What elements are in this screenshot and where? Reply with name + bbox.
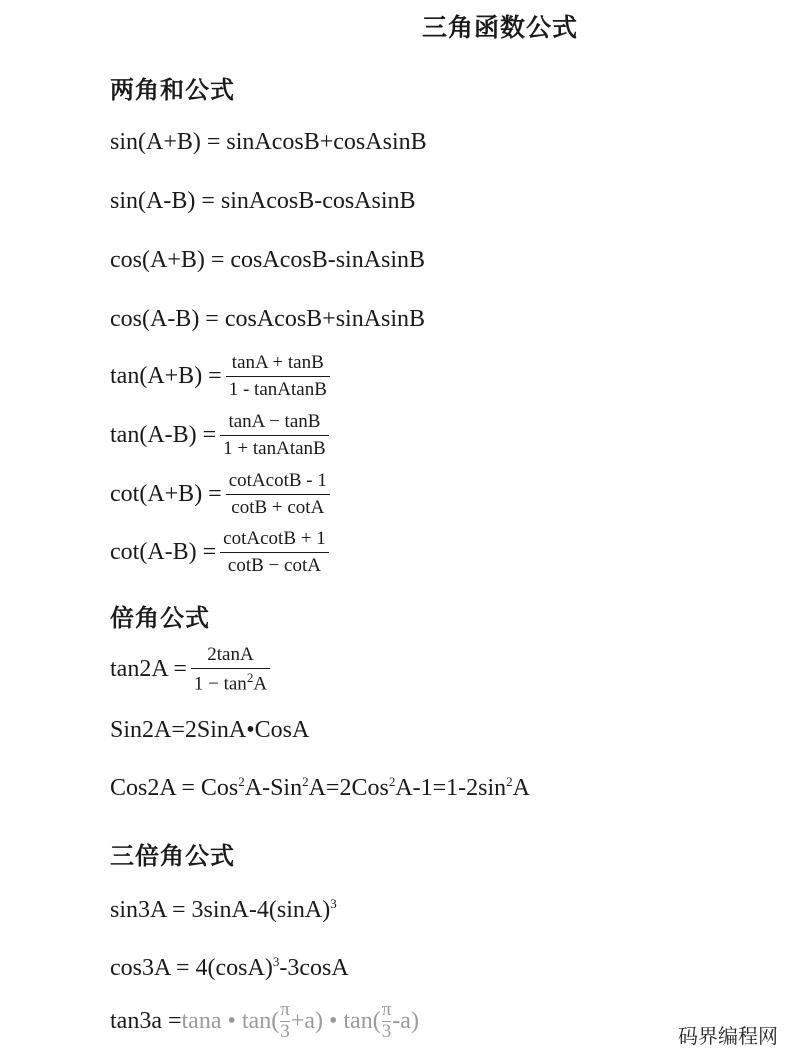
denominator: cotB − cotA [227, 555, 321, 577]
section-heading-sum: 两角和公式 [110, 76, 235, 104]
formula-tan2a [110, 644, 270, 696]
formula-lhs: tan(A+B) = [110, 363, 222, 390]
denominator: cotB + cotA [231, 497, 325, 519]
fraction [226, 470, 330, 519]
fraction-pi-over-3: π 3 [381, 999, 392, 1042]
formula-cos-sum: cos(A+B) = cosAcosB-sinAsinB [110, 247, 426, 273]
formula-cos-diff: cos(A-B) = cosAcosB+sinAsinB [110, 306, 426, 332]
formula-sin3a: $\sin 3A = 3\sin A-4(\sin A)^3$ [110, 896, 337, 923]
formula-tan-diff [110, 411, 329, 460]
formula-term: +a) • tan( [290, 1007, 381, 1034]
formula-lhs: tan2A = [110, 656, 187, 683]
page-title: 三角函数公式 [422, 13, 579, 42]
numerator: tanA + tanB [231, 352, 324, 373]
denominator: $1 - \tan^2A$ [193, 670, 268, 695]
formula-lhs: cot(A-B) = [110, 539, 217, 566]
fraction-pi-over-3: π 3 [280, 999, 290, 1042]
formula-cot-sum [110, 470, 330, 519]
numerator: 2tanA [207, 644, 254, 665]
formula-lhs: tan3a = [110, 1007, 182, 1034]
watermark: 码界编程网 [678, 1024, 778, 1048]
formula-sin2a: Sin2A=2SinA•CosA [110, 717, 310, 743]
formula-term: tana • tan( [181, 1007, 280, 1034]
formula-cos3a: $\cos 3A = 4(\cos A)^3-3\cos A$ [110, 954, 349, 981]
formula-sin-diff: sin(A-B) = sinAcosB-cosAsinB [110, 188, 416, 214]
fraction [220, 411, 329, 460]
fraction [226, 352, 330, 401]
formula-sin-sum: sin(A+B) = sinAcosB+cosAsinB [110, 129, 427, 155]
formula-term: -a) [392, 1007, 419, 1034]
formula-tan-sum [110, 352, 330, 401]
denominator: 1 - tanAtanB [228, 379, 327, 401]
formula-lhs: cot(A+B) = [110, 481, 222, 508]
formula-cos2a: $Cos2A = Cos^2A-Sin^2A=2Cos^2A-1=1-2\sin^2A$ [110, 774, 531, 801]
fraction [191, 644, 270, 696]
numerator: tanA − tanB [228, 411, 321, 432]
formula-tan3a [110, 1000, 419, 1043]
numerator: cotAcotB + 1 [223, 528, 326, 549]
fraction [220, 528, 329, 577]
section-heading-double: 倍角公式 [110, 604, 210, 632]
section-heading-triple: 三倍角公式 [110, 842, 235, 870]
numerator: cotAcotB - 1 [228, 470, 327, 491]
formula-cot-diff [110, 528, 329, 577]
formula-lhs: tan(A-B) = [110, 422, 217, 449]
denominator: 1 + tanAtanB [223, 438, 326, 460]
